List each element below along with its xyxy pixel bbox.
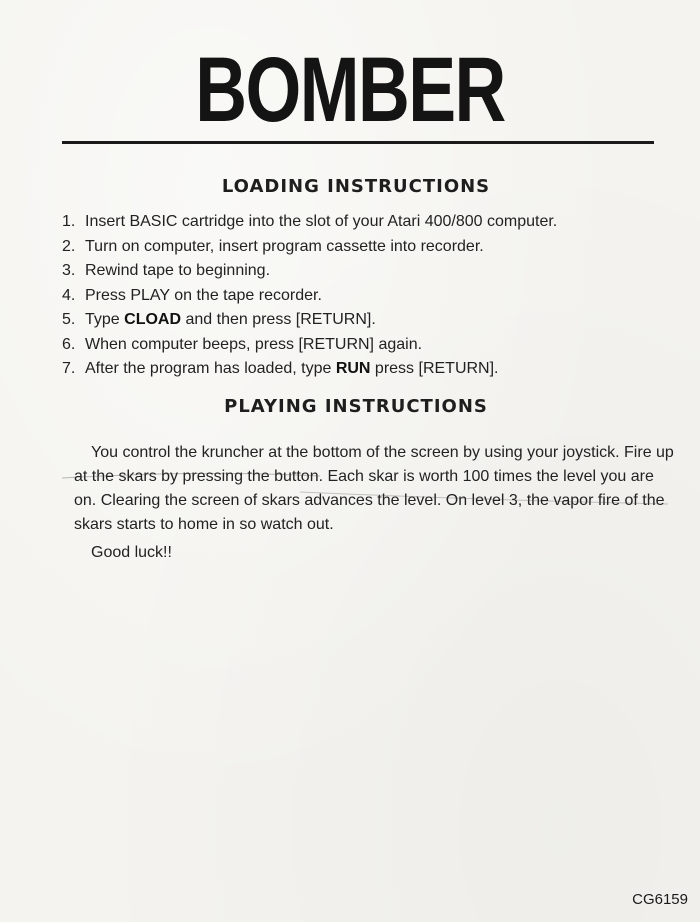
step-text-before: After the program has loaded, type: [85, 360, 336, 377]
step-number: 2.: [62, 237, 76, 255]
step-text: Rewind tape to beginning.: [85, 262, 271, 279]
step-text-before: Type: [85, 311, 125, 328]
step-text-after: and then press [RETURN].: [181, 311, 376, 328]
loading-step: [62, 210, 557, 235]
step-text: Turn on computer, insert program cassette into recorder.: [85, 237, 484, 255]
step-text: [85, 308, 376, 333]
catalog-code: CG6159: [632, 891, 688, 908]
closing-line: Good luck!!: [91, 544, 172, 561]
page-title: BOMBER: [195, 39, 505, 141]
step-number: 7.: [62, 360, 76, 377]
step-text: [85, 357, 499, 382]
title-divider: [62, 141, 654, 144]
command-cload: CLOAD: [124, 311, 182, 328]
step-text: Press PLAY on the tape recorder.: [85, 286, 322, 304]
loading-steps-list: [62, 210, 557, 382]
step-text: When computer beeps, press [RETURN] again.: [85, 335, 423, 353]
playing-instructions-heading: PLAYING INSTRUCTIONS: [224, 396, 488, 417]
step-number: 5.: [62, 311, 76, 328]
playing-instructions-paragraph: You control the kruncher at the bottom of the screen by using your joystick. Fire up at the skars by pressing the button. Each skar is worth 100 times the level you are on. Clearing the screen of skars advances the level. On level 3, the vapor fire of the skars starts to home in so watch out.: [74, 444, 674, 533]
loading-step: [62, 235, 557, 260]
loading-step: [62, 357, 557, 382]
loading-step: [62, 308, 557, 333]
command-run: RUN: [335, 360, 371, 377]
loading-step: [62, 333, 557, 358]
step-number: 3.: [62, 262, 76, 279]
loading-step: [62, 284, 557, 309]
step-number: 1.: [62, 213, 76, 230]
step-number: 6.: [62, 335, 76, 353]
loading-instructions-heading: LOADING INSTRUCTIONS: [221, 176, 491, 197]
step-text-after: press [RETURN].: [370, 360, 499, 377]
step-text: Insert BASIC cartridge into the slot of your Atari 400/800 computer.: [85, 213, 558, 230]
step-number: 4.: [62, 286, 76, 304]
loading-step: [62, 259, 557, 284]
